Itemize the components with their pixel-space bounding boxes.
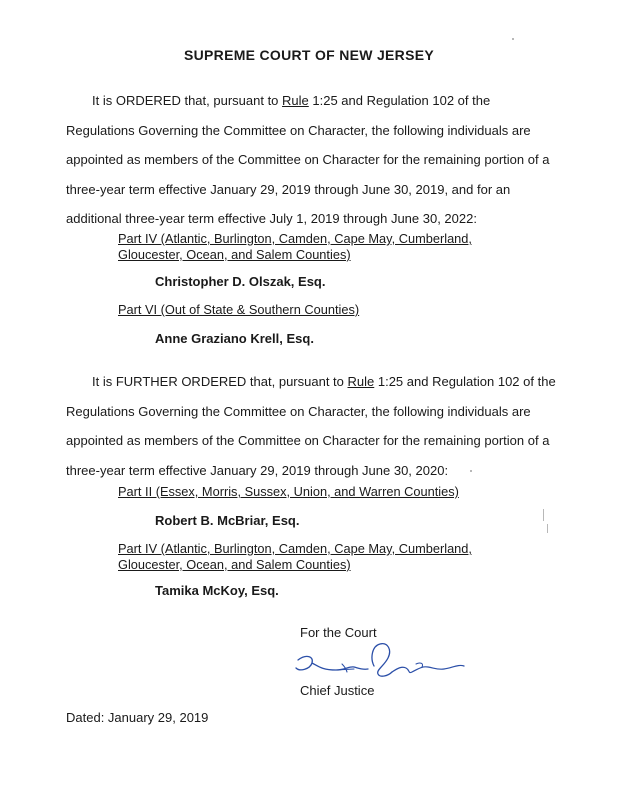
order-2-line-4: three-year term effective January 29, 2019 through June 30, 2020: [66, 462, 449, 478]
order-1-line-3: appointed as members of the Committee on Character for the remaining portion of a [66, 152, 550, 167]
order-paragraph-2 [66, 367, 556, 485]
scan-speck [470, 470, 472, 472]
appointee-name-2: Anne Graziano Krell, Esq. [155, 331, 314, 346]
signature-image [292, 636, 472, 686]
part-heading-3: Part II (Essex, Morris, Sussex, Union, and Warren Counties) [118, 484, 459, 499]
part-heading-1: Part IV (Atlantic, Burlington, Camden, Cape May, Cumberland, Gloucester, Ocean, and Salem Counties) [118, 231, 472, 262]
for-the-court-label: For the Court [300, 625, 377, 640]
order-2-line-2: Regulations Governing the Committee on Character, the following individuals are [66, 403, 531, 419]
rule-reference: Rule [282, 93, 309, 108]
page-title: SUPREME COURT OF NEW JERSEY [183, 47, 435, 63]
appointee-name-4: Tamika McKoy, Esq. [155, 583, 279, 598]
order-1-line-2: Regulations Governing the Committee on Character, the following individuals are [66, 122, 531, 138]
order-paragraph-1 [66, 86, 556, 234]
dated-line: Dated: January 29, 2019 [66, 710, 209, 725]
chief-justice-label: Chief Justice [300, 683, 375, 698]
scan-speck [512, 38, 514, 40]
scan-speck [547, 524, 548, 533]
part-heading-2: Part VI (Out of State & Southern Counties) [118, 302, 360, 317]
order-1-line-1: It is ORDERED that, pursuant to Rule 1:25 and Regulation 102 of the [92, 93, 491, 108]
order-1-line-4: three-year term effective January 29, 2019 through June 30, 2019, and for an [66, 181, 511, 197]
order-2-line-1: It is FURTHER ORDERED that, pursuant to Rule 1:25 and Regulation 102 of the [92, 374, 556, 389]
scan-speck [543, 509, 544, 521]
appointee-name-1: Christopher D. Olszak, Esq. [155, 274, 326, 289]
rule-reference: Rule [347, 374, 375, 389]
appointee-name-3: Robert B. McBriar, Esq. [155, 513, 300, 528]
order-1-line-5: additional three-year term effective July 1, 2019 through June 30, 2022: [66, 211, 477, 226]
order-2-line-3: appointed as members of the Committee on Character for the remaining portion of a [66, 433, 550, 448]
part-heading-4: Part IV (Atlantic, Burlington, Camden, Cape May, Cumberland, Gloucester, Ocean, and Salem Counties) [118, 541, 472, 572]
